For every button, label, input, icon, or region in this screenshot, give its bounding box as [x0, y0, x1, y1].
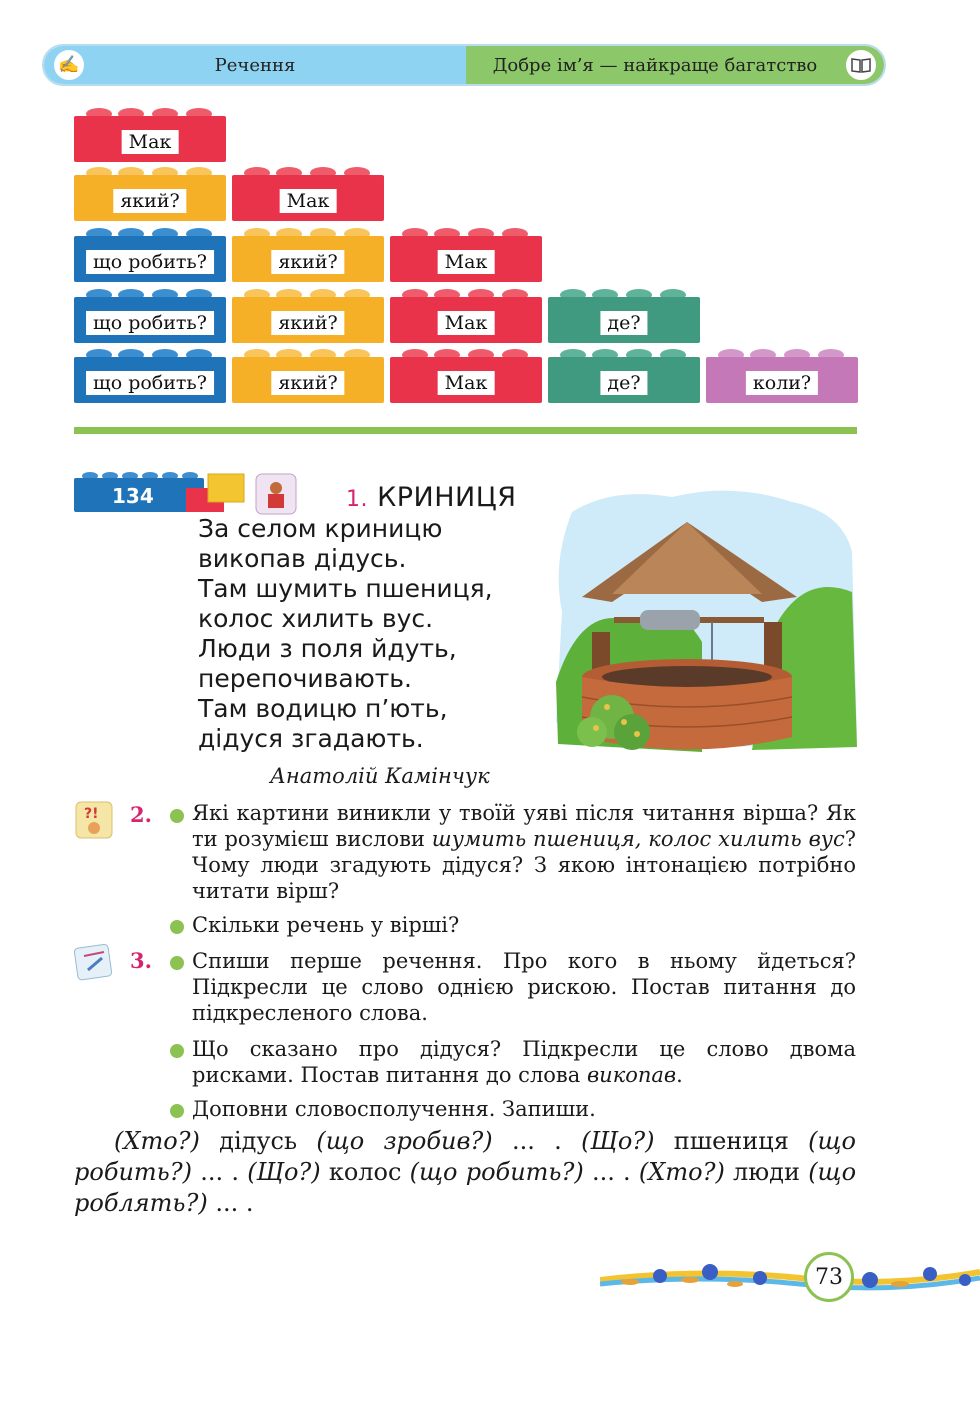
brick-koly	[706, 349, 858, 403]
brick-label: що робить?	[86, 250, 214, 274]
brick-mak	[390, 228, 542, 282]
header-section-right	[466, 46, 884, 84]
task3-instruction-2	[192, 1036, 856, 1088]
text-run: .	[676, 1063, 683, 1087]
question-hint: (що робить?)	[74, 1127, 856, 1186]
poem-title-text: КРИНИЦЯ	[377, 482, 517, 513]
poem-text	[198, 514, 493, 754]
brick-mak	[390, 289, 542, 343]
brick-mak	[232, 167, 384, 221]
floral-wreath	[600, 1258, 980, 1298]
poem-line: Там шумить пшениця,	[198, 574, 493, 603]
question-hint: (Хто?)	[638, 1158, 725, 1186]
brick-label: що робить?	[86, 311, 214, 335]
italic-word: викопав	[586, 1063, 677, 1087]
task2-question-1	[192, 800, 856, 904]
brick-label: який?	[271, 250, 344, 274]
question-hint: (Що?)	[581, 1127, 655, 1155]
brick-label: Мак	[280, 189, 337, 213]
svg-text:?!: ?!	[84, 806, 99, 822]
brick-de	[548, 289, 700, 343]
question-hint: (що робить?)	[409, 1158, 584, 1186]
question-hint: (Хто?)	[114, 1127, 200, 1155]
poem-line: дідуся згадають.	[198, 724, 424, 753]
poem-line: За селом криницю	[198, 514, 443, 543]
header-right-title: Добре ім’я — найкраще багатство	[492, 54, 818, 76]
poem-author: Анатолій Камінчук	[270, 764, 490, 788]
poem-line: Там водицю п’ють,	[198, 694, 448, 723]
brick-label: який?	[271, 371, 344, 395]
header-section-left	[44, 46, 466, 84]
word: колос	[320, 1158, 410, 1186]
task2-question-2: Скільки речень у вірші?	[192, 913, 460, 937]
brick-yakyi	[74, 167, 226, 221]
write-icon	[74, 940, 114, 982]
brick-yakyi	[232, 349, 384, 403]
word: дідусь	[199, 1127, 317, 1155]
page-number: 73	[804, 1252, 854, 1302]
bullet-dot	[170, 809, 184, 823]
italic-phrase: шумить пшениця, колос хилить вус	[431, 827, 845, 851]
brick-label: який?	[271, 311, 344, 335]
brick-yakyi	[232, 228, 384, 282]
task-number: 2.	[130, 802, 152, 827]
brick-shcho-robyt	[74, 349, 226, 403]
bullet-dot	[170, 1104, 184, 1118]
word: пшениця	[654, 1127, 809, 1155]
brick-label: який?	[113, 189, 186, 213]
blank: ... .	[492, 1127, 582, 1155]
pen-icon: ✍	[52, 48, 86, 82]
bullet-dot	[170, 956, 184, 970]
text-run: Що сказано про дідуся? Підкресли це слово двома рисками. Постав питання до слова	[192, 1037, 856, 1087]
bullet-dot	[170, 920, 184, 934]
think-icon	[74, 798, 114, 840]
brick-label: коли?	[746, 371, 818, 395]
word: люди	[724, 1158, 809, 1186]
question-hint: (що зробив?)	[316, 1127, 493, 1155]
blank: ... .	[191, 1158, 248, 1186]
poem-line: колос хилить вус.	[198, 604, 434, 633]
brick-label: де?	[600, 311, 647, 335]
text-run: Які картини виникли у твоїй уяві після читання вірша? Як ти розумієш вислови	[192, 801, 856, 851]
brick-mak	[390, 349, 542, 403]
brick-yakyi	[232, 289, 384, 343]
brick-shcho-robyt	[74, 228, 226, 282]
brick-label: Мак	[438, 250, 495, 274]
question-hint: (що роблять?)	[74, 1158, 857, 1217]
well-illustration	[552, 482, 857, 757]
brick-label: Мак	[438, 311, 495, 335]
brick-label: Мак	[438, 371, 495, 395]
badge-number: 134	[112, 484, 154, 508]
header-left-title: Речення	[214, 54, 296, 76]
poem-title	[346, 482, 516, 513]
bullet-dot	[170, 1044, 184, 1058]
poem-line: Люди з поля йдуть,	[198, 634, 457, 663]
section-divider	[74, 427, 857, 434]
task-number: 3.	[130, 948, 152, 973]
lesson-badge	[74, 468, 304, 516]
brick-mak	[74, 108, 226, 162]
text-run: ? Чому люди згадують дідуся? З якою інтонацією потрібно читати вірш?	[192, 827, 856, 903]
task3-instruction-3: Доповни словосполучення. Запиши.	[192, 1097, 596, 1121]
task-number: 1.	[346, 487, 368, 512]
brick-label: Мак	[122, 130, 179, 154]
blank: ... .	[207, 1189, 254, 1217]
question-hint: (Що?)	[247, 1158, 321, 1186]
task3-instruction-1: Спиши перше речення. Про кого в ньому йдеться? Підкресли це слово однією рискою. Постав питання до підкресленого слова.	[192, 949, 856, 1025]
brick-de	[548, 349, 700, 403]
page-header	[42, 44, 886, 86]
book-icon	[844, 48, 878, 82]
poem-line: перепочивають.	[198, 664, 412, 693]
brick-label: що робить?	[86, 371, 214, 395]
fill-in-sentences	[74, 1126, 856, 1219]
blank: ... .	[583, 1158, 639, 1186]
poem-line: викопав дідусь.	[198, 544, 407, 573]
brick-label: де?	[600, 371, 647, 395]
brick-shcho-robyt	[74, 289, 226, 343]
